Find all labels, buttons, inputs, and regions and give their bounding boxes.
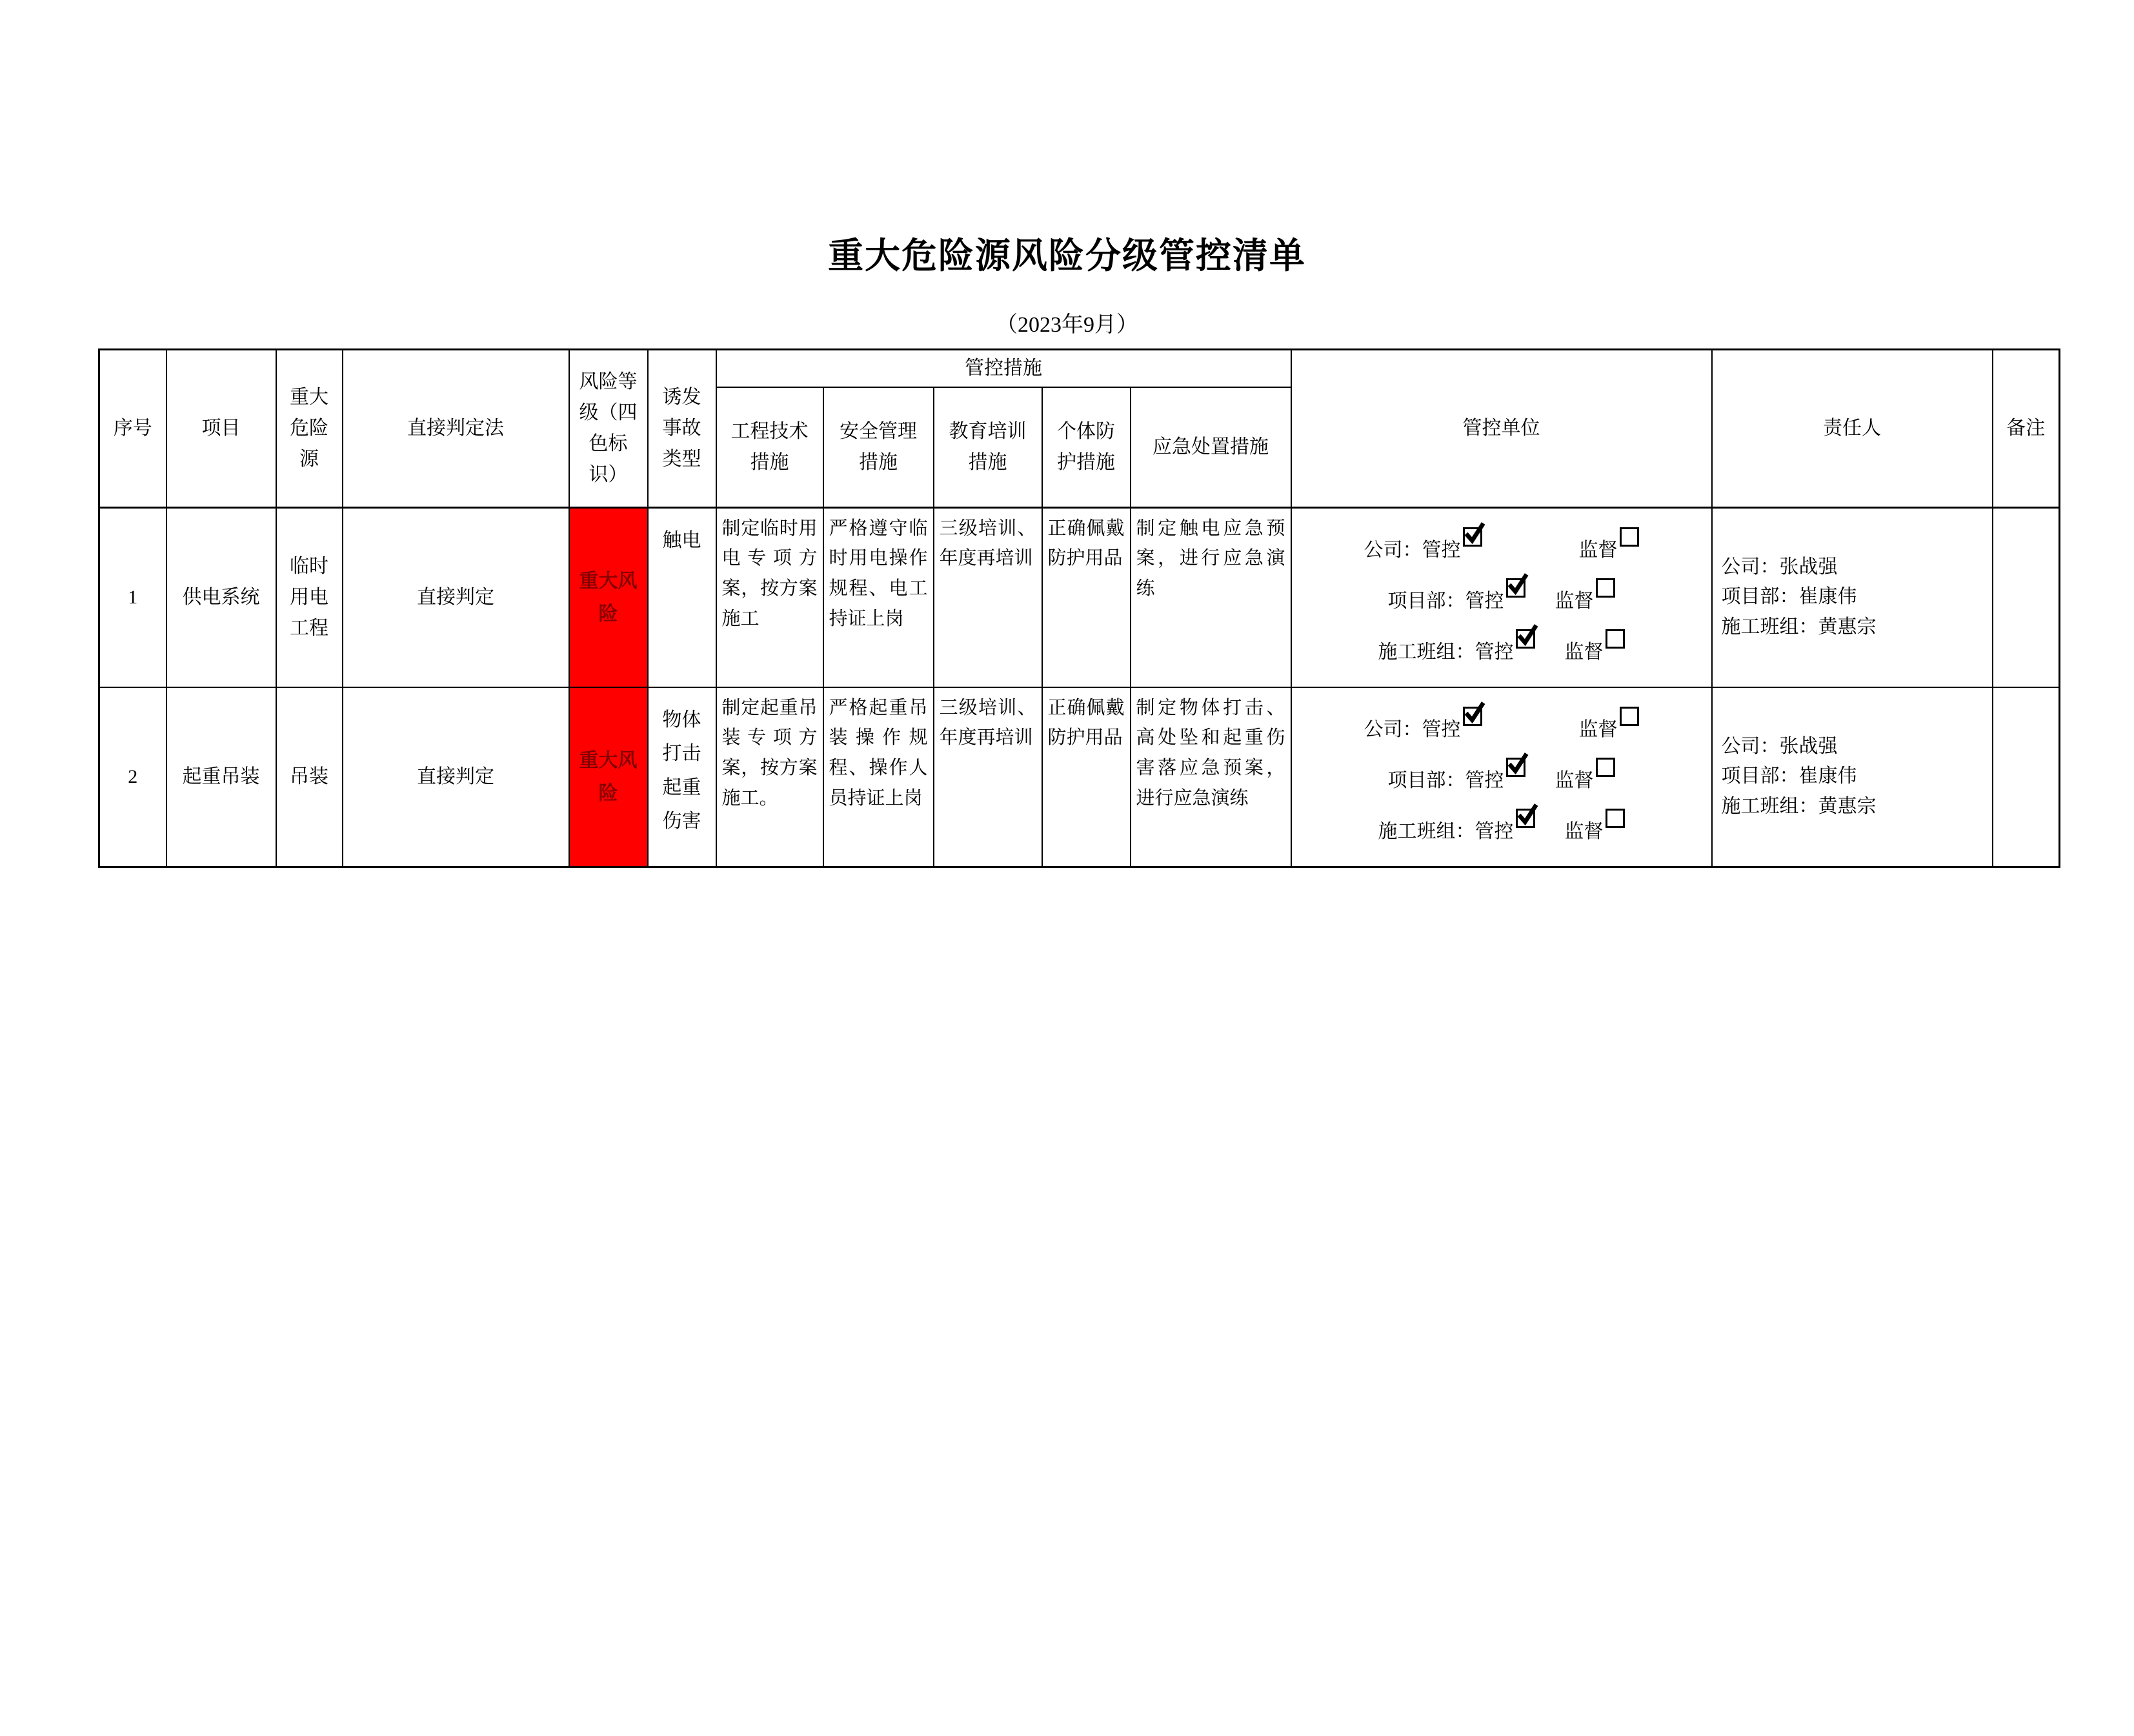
header-control-unit: 管控单位	[1291, 350, 1712, 508]
cell-control-units	[1291, 507, 1712, 687]
supervise-checkbox[interactable]	[1620, 707, 1639, 726]
cell-safety-measure: 严格起重吊装操作规程、操作人员持证上岗	[823, 687, 934, 867]
cell-serial: 1	[99, 507, 166, 687]
responsible-company: 公司：张战强	[1721, 556, 1838, 578]
manage-checkbox[interactable]	[1463, 707, 1482, 726]
control-unit-label: 公司：管控	[1364, 539, 1461, 561]
header-remark: 备注	[1993, 350, 2060, 508]
control-unit-label: 公司：管控	[1364, 718, 1461, 740]
cell-engineering-measure: 制定临时用电专项方案，按方案施工	[716, 507, 823, 687]
hazard-control-table	[98, 348, 2060, 868]
supervise-checkbox[interactable]	[1606, 809, 1625, 828]
cell-direct-method: 直接判定	[343, 507, 569, 687]
responsible-company: 公司：张战强	[1721, 735, 1838, 757]
supervise-checkbox[interactable]	[1606, 629, 1625, 649]
header-responsible: 责任人	[1712, 350, 1993, 508]
control-unit-label: 施工班组：管控	[1378, 820, 1514, 842]
cell-direct-method: 直接判定	[343, 687, 569, 867]
responsible-crew: 施工班组：黄惠宗	[1721, 795, 1877, 817]
control-unit-line-crew	[1294, 809, 1709, 847]
cell-engineering-measure: 制定起重吊装专项方案，按方案施工。	[716, 687, 823, 867]
header-major-hazard: 重大危险源	[276, 350, 343, 508]
cell-project: 供电系统	[166, 507, 276, 687]
header-safety-measures: 安全管理措施	[823, 387, 934, 507]
cell-ppe-measure: 正确佩戴防护用品	[1042, 507, 1131, 687]
control-unit-line-project-dept	[1294, 578, 1709, 617]
header-ppe-measures: 个体防护措施	[1042, 387, 1131, 507]
cell-risk-level: 重大风险	[569, 507, 648, 687]
supervise-checkbox[interactable]	[1596, 578, 1615, 598]
supervise-label: 监督	[1564, 820, 1604, 842]
header-accident-type: 诱发事故类型	[648, 350, 716, 508]
supervise-label: 监督	[1564, 641, 1604, 663]
supervise-label: 监督	[1578, 539, 1618, 561]
responsible-crew: 施工班组：黄惠宗	[1721, 616, 1877, 638]
control-unit-label: 项目部：管控	[1387, 769, 1504, 791]
control-unit-line-company	[1294, 707, 1709, 745]
table-row	[99, 507, 2060, 687]
supervise-checkbox[interactable]	[1596, 758, 1615, 777]
table-row	[99, 687, 2060, 867]
control-unit-line-company	[1294, 527, 1709, 566]
control-unit-line-project-dept	[1294, 758, 1709, 796]
header-serial: 序号	[99, 350, 166, 508]
responsible-project-dept: 项目部：崔康伟	[1721, 765, 1857, 787]
cell-accident-type: 触电	[648, 507, 716, 687]
page-subtitle: （2023年9月）	[996, 313, 1138, 337]
cell-remark	[1993, 507, 2060, 687]
header-direct-method: 直接判定法	[343, 350, 569, 508]
cell-emergency-measure: 制定触电应急预案，进行应急演练	[1131, 507, 1291, 687]
manage-checkbox[interactable]	[1516, 809, 1535, 828]
page-title: 重大危险源风险分级管控清单	[827, 236, 1306, 276]
header-project: 项目	[166, 350, 276, 508]
header-emergency-measures: 应急处置措施	[1131, 387, 1291, 507]
cell-safety-measure: 严格遵守临时用电操作规程、电工持证上岗	[823, 507, 934, 687]
header-risk-level: 风险等级（四色标识）	[569, 350, 648, 508]
control-unit-label: 施工班组：管控	[1378, 641, 1514, 663]
supervise-label: 监督	[1578, 718, 1618, 740]
responsible-project-dept: 项目部：崔康伟	[1721, 586, 1857, 608]
cell-ppe-measure: 正确佩戴防护用品	[1042, 687, 1131, 867]
cell-major-hazard: 临时用电工程	[276, 507, 343, 687]
cell-control-units	[1291, 687, 1712, 867]
manage-checkbox[interactable]	[1463, 527, 1482, 547]
supervise-label: 监督	[1555, 590, 1594, 612]
cell-project: 起重吊装	[166, 687, 276, 867]
control-unit-line-crew	[1294, 629, 1709, 668]
cell-education-measure: 三级培训、年度再培训	[934, 687, 1042, 867]
manage-checkbox[interactable]	[1506, 758, 1525, 777]
cell-accident-type: 物体打击起重伤害	[648, 687, 716, 867]
header-education-measures: 教育培训措施	[934, 387, 1042, 507]
manage-checkbox[interactable]	[1506, 578, 1525, 598]
supervise-checkbox[interactable]	[1620, 527, 1639, 547]
cell-serial: 2	[99, 687, 166, 867]
cell-emergency-measure: 制定物体打击、高处坠和起重伤害落应急预案，进行应急演练	[1131, 687, 1291, 867]
control-unit-label: 项目部：管控	[1387, 590, 1504, 612]
supervise-label: 监督	[1555, 769, 1594, 791]
header-engineering-measures: 工程技术措施	[716, 387, 823, 507]
cell-risk-level: 重大风险	[569, 687, 648, 867]
header-control-measures: 管控措施	[716, 350, 1291, 388]
cell-education-measure: 三级培训、年度再培训	[934, 507, 1042, 687]
cell-responsible	[1712, 687, 1993, 867]
cell-remark	[1993, 687, 2060, 867]
cell-responsible	[1712, 507, 1993, 687]
cell-major-hazard: 吊装	[276, 687, 343, 867]
manage-checkbox[interactable]	[1516, 629, 1535, 649]
